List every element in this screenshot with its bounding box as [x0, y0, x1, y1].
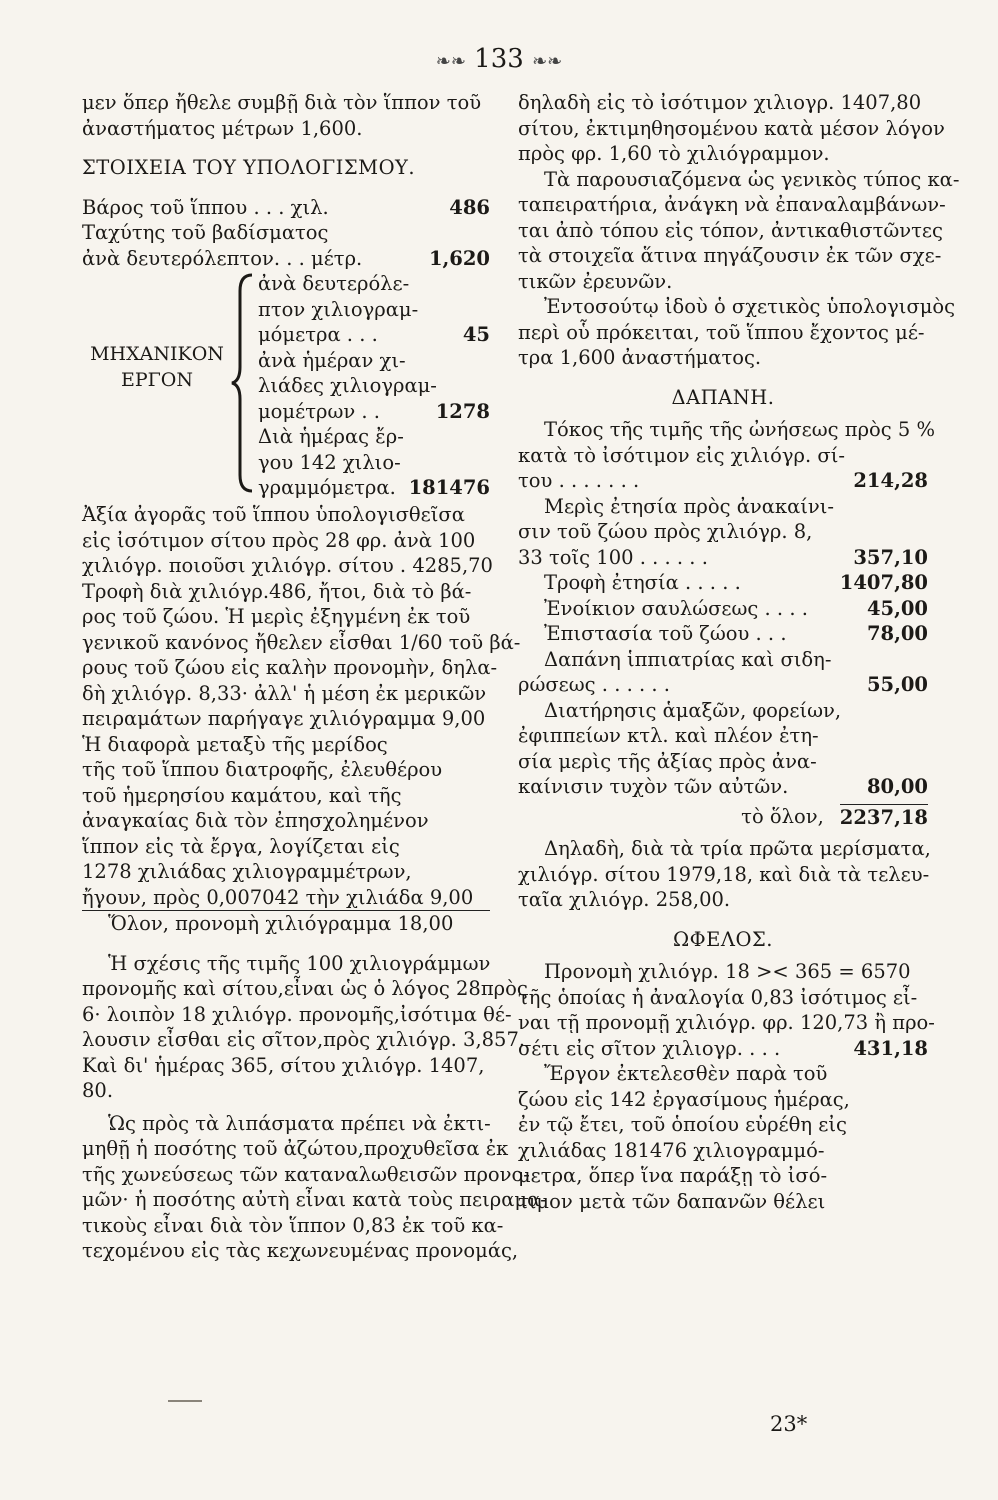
ledger-row-text: του . . . . . . . — [518, 469, 640, 492]
ledger-row-value: 214,28 — [853, 469, 928, 492]
speed-label-2: ἀνὰ δευτερόλεπτον. . . μέτρ. — [82, 246, 363, 270]
brace-row-text: μομέτρων . . — [258, 399, 380, 423]
text-line: 80. — [82, 1079, 114, 1102]
text-line: ἵππον εἰς τὰ ἔργα, λογίζεται εἰς — [82, 834, 400, 858]
text-line: Ἡ διαφορὰ μεταξὺ τῆς μερίδος — [82, 732, 388, 756]
text-line: τικοὺς εἶναι διὰ τὸν ἵππον 0,83 ἐκ τοῦ κα- — [82, 1213, 504, 1237]
text-line: ρος τοῦ ζώου. Ἡ μερὶς ἐξηγμένη ἐκ τοῦ — [82, 605, 471, 628]
ledger-row-text: Τόκος τῆς τιμῆς τῆς ὠνήσεως πρὸς 5 % — [544, 418, 936, 441]
brace-row-value: 1278 — [435, 399, 490, 423]
brace-row — [258, 348, 490, 374]
brace-row — [258, 373, 490, 399]
text-line: Καὶ δι' ἡμέρας 365, σίτου χιλιόγρ. 1407, — [82, 1053, 485, 1077]
text-line: μῶν· ἡ ποσότης αὐτὴ εἶναι κατὰ τοὺς πειραμα- — [82, 1188, 547, 1211]
paragraph-manure — [82, 1111, 547, 1264]
ledger-row — [518, 1061, 928, 1087]
text-line: τὰ στοιχεῖα ἅτινα πηγάζουσιν ἐκ τῶν σχε- — [518, 244, 942, 267]
brace-label-line: ΜΗΧΑΝΙΚΟΝ — [90, 343, 224, 365]
text-line: μεν ὅπερ ἤθελε συμβῇ διὰ τὸν ἵππον τοῦ — [82, 91, 482, 114]
text-line: δὴ χιλιόγρ. 8,33· ἀλλ' ἡ μέση ἐκ μερικῶν — [82, 681, 487, 705]
text-line: ταπειρατήρια, ἀνάγκη νὰ ἐπαναλαμβάνων- — [518, 193, 946, 216]
brace-row — [258, 475, 490, 501]
ledger-row-text: ἐφιππείων κτλ. καὶ πλέον ἐτη- — [518, 724, 819, 747]
ledger-row-text: Δαπάνη ἱππιατρίας καὶ σιδη- — [544, 647, 832, 671]
brace-row — [258, 322, 490, 348]
text-line: Ὡς πρὸς τὰ λιπάσματα πρέπει νὰ ἐκτι- — [108, 1111, 491, 1135]
ledger-row-text: σία μερὶς τῆς ἀξίας πρὸς ἀνα- — [518, 749, 817, 773]
paragraph-summary — [518, 836, 931, 913]
ledger-row-text: χιλιάδας 181476 χιλιογραμμό- — [518, 1138, 825, 1162]
ledger-row-text: Διατήρησις ἁμαξῶν, φορείων, — [544, 698, 842, 722]
ledger-row — [518, 621, 928, 647]
ledger-row-text: Ἐπιστασία τοῦ ζώου . . . — [544, 622, 787, 645]
brace-row-text: πτον χιλιογραμ- — [258, 297, 419, 321]
curly-brace-icon — [230, 271, 256, 495]
paragraph-calculation — [518, 294, 956, 371]
text-line: Ἐντοσούτῳ ἰδοὺ ὁ σχετικὸς ὑπολογισμὸς — [544, 295, 956, 318]
ledger-row — [518, 672, 928, 698]
mechanical-work-block — [82, 271, 490, 499]
ledger-row-value: 1407,80 — [839, 571, 928, 594]
text-line: ται ἀπὸ τόπου εἰς τόπον, ἀντικαθιστῶντες — [518, 218, 943, 242]
page-number: 133 — [474, 44, 524, 74]
expense-total-value: 2237,18 — [839, 805, 928, 829]
brace-row — [258, 424, 490, 450]
text-line: ἀναγκαίας διὰ τὸν ἐπησχολημένον — [82, 809, 429, 832]
ledger-row-text: σιν τοῦ ζώου πρὸς χιλιόγρ. 8, — [518, 520, 813, 543]
total-ration-line: Ὅλον, προνομὴ χιλιόγραμμα 18,00 — [82, 910, 490, 937]
ledger-row-text: Τροφὴ ἐτησία . . . . . — [544, 571, 741, 594]
ledger-row — [518, 647, 928, 673]
ornament-left-icon: ❧❧ — [435, 51, 466, 72]
ledger-row-value: 45,00 — [866, 596, 928, 620]
brace-label-line: ΕΡΓΟΝ — [120, 369, 194, 391]
ledger-row-text: μετρα, ὅπερ ἵνα παράξῃ τὸ ἰσό- — [518, 1164, 828, 1187]
benefit-title: ΩΦΕΛΟΣ. — [673, 927, 773, 951]
brace-lines — [258, 271, 490, 501]
ledger-row — [518, 494, 928, 520]
text-line: ἀναστήματος μέτρων 1,600. — [82, 116, 363, 140]
text-line: ἤγουν, πρὸς 0,007042 τὴν χιλιάδα 9,00 — [82, 885, 474, 909]
weight-value: 486 — [449, 195, 490, 219]
ledger-row-text: Ἔργον ἐκτελεσθὲν παρὰ τοῦ — [544, 1062, 828, 1085]
left-column — [82, 90, 547, 1264]
text-line: ταῖα χιλιόγρ. 258,00. — [518, 888, 731, 911]
ledger-row-value: 78,00 — [866, 622, 928, 645]
section-title: ΣΤΟΙΧΕΙΑ ΤΟΥ ΥΠΟΛΟΓΙΣΜΟΥ. — [82, 156, 416, 179]
ledger-row-text: σέτι εἰς σῖτον χιλιογρ. . . . — [518, 1036, 781, 1060]
ledger-row — [518, 417, 936, 443]
brace-row — [258, 297, 490, 323]
ledger-row — [518, 1010, 935, 1036]
text-line: πρὸς φρ. 1,60 τὸ χιλιόγραμμον. — [518, 142, 830, 165]
brace-row-text: λιάδες χιλιογραμ- — [258, 374, 437, 397]
ledger-row-text: κατὰ τὸ ἰσότιμον εἰς χιλιόγρ. σί- — [518, 443, 845, 467]
ledger-row — [518, 749, 928, 775]
text-line: 6· λοιπὸν 18 χιλιόγρ. προνομῆς,ἰσότιμα θέ- — [82, 1002, 512, 1026]
text-line: τῆς χωνεύσεως τῶν καταναλωθεισῶν προνο- — [82, 1162, 530, 1186]
text-line: τικῶν ἐρευνῶν. — [518, 269, 673, 293]
ledger-row-text: ναι τῇ προνομῇ χιλιόγρ. φρ. 120,73 ἢ προ- — [518, 1011, 935, 1034]
text-line: λουσιν εἶσθαι εἰς σῖτον,πρὸς χιλιόγρ. 3,857. — [82, 1028, 526, 1051]
text-line: περὶ οὗ πρόκειται, τοῦ ἵππου ἔχοντος μέ- — [518, 320, 925, 344]
text-line: εἰς ἰσότιμον σίτου πρὸς 28 φρ. ἀνὰ 100 — [82, 528, 476, 552]
paragraph-ratio — [82, 951, 528, 1104]
ink-mark — [168, 1400, 202, 1402]
paragraph-method — [518, 167, 960, 295]
speed-row — [82, 246, 490, 272]
ledger-row — [518, 519, 928, 545]
brace-row-text: γραμμόμετρα. — [258, 476, 396, 499]
ledger-row — [518, 1087, 928, 1113]
brace-row-text: ἀνὰ δευτερόλε- — [258, 272, 410, 295]
ledger-row — [518, 1189, 928, 1215]
ledger-row-value: 357,10 — [853, 545, 928, 569]
right-column — [518, 90, 960, 1214]
ledger-row — [518, 723, 928, 749]
text-line: χιλιόγρ. σίτου 1979,18, καὶ διὰ τὰ τελευ- — [518, 862, 930, 886]
text-line: Τὰ παρουσιαζόμενα ὡς γενικὸς τύπος κα- — [544, 167, 960, 191]
page-header — [0, 44, 998, 74]
text-line: δηλαδὴ εἰς τὸ ἰσότιμον χιλιογρ. 1407,80 — [518, 91, 922, 114]
ledger-row — [518, 1036, 928, 1062]
text-line: τρα 1,600 ἀναστήματος. — [518, 346, 762, 369]
brace-row-text: μόμετρα . . . — [258, 323, 378, 346]
paragraph-purchase — [82, 502, 521, 910]
ledger-row-value: 55,00 — [866, 673, 928, 696]
ledger-row-text: καίνισιν τυχὸν τῶν αὐτῶν. — [518, 775, 789, 798]
ledger-row — [518, 698, 928, 724]
brace-row-value: 181476 — [408, 476, 490, 499]
ledger-row — [518, 570, 928, 596]
ledger-row-value: 80,00 — [866, 775, 928, 798]
text-line: Ἀξία ἀγορᾶς τοῦ ἵππου ὑπολογισθεῖσα — [82, 503, 465, 526]
ledger-row-text: Προνομὴ χιλιόγρ. 18 >< 365 = 6570 — [544, 960, 911, 983]
brace-row-text: γου 142 χιλιο- — [258, 450, 401, 474]
text-line: χιλιόγρ. ποιοῦσι χιλιόγρ. σίτου . 4285,70 — [82, 554, 493, 577]
ledger-row — [518, 1163, 928, 1189]
expense-title: ΔΑΠΑΝΗ. — [671, 385, 775, 409]
ledger-row — [518, 959, 928, 985]
brace-row-text: ἀνὰ ἡμέραν χι- — [258, 348, 406, 372]
speed-label: Ταχύτης τοῦ βαδίσματος — [82, 221, 329, 244]
brace-label — [82, 341, 232, 393]
text-line: πειραμάτων παρήγαγε χιλιόγραμμα 9,00 — [82, 707, 486, 730]
ledger-row — [518, 774, 928, 800]
ledger-row-text: Ἐνοίκιον σαυλώσεως . . . . — [544, 596, 808, 620]
brace-row-value: 45 — [462, 323, 490, 346]
text-line: γενικοῦ κανόνος ἤθελεν εἶσθαι 1/60 τοῦ βά- — [82, 630, 521, 654]
text-line: ρους τοῦ ζώου εἰς καλὴν προνομὴν, δηλα- — [82, 656, 498, 679]
benefit-list — [518, 959, 935, 1214]
text-line: σίτου, ἐκτιμηθησομένου κατὰ μέσον λόγον — [518, 116, 945, 140]
expense-total-row — [518, 804, 928, 830]
text-line: Δηλαδὴ, διὰ τὰ τρία πρῶτα μερίσματα, — [544, 837, 931, 860]
ledger-row-text: ζώου εἰς 142 ἐργασίμους ἡμέρας, — [518, 1087, 850, 1111]
paragraph-intro — [518, 90, 945, 167]
ledger-row — [518, 468, 928, 494]
signature-mark: 23* — [770, 1412, 808, 1436]
ledger-row-text: τῆς ὁποίας ἡ ἀναλογία 0,83 ἰσότιμος εἶ- — [518, 985, 918, 1009]
ledger-row — [518, 985, 928, 1011]
text-line: μηθῇ ἡ ποσότης τοῦ ἀζώτου,προχυθεῖσα ἐκ — [82, 1137, 509, 1160]
ledger-row — [518, 1112, 928, 1138]
weight-row — [82, 195, 490, 221]
ledger-row-text: Μερὶς ἐτησία πρὸς ἀνακαίνι- — [544, 494, 834, 518]
ledger-row-text: 33 τοῖς 100 . . . . . . — [518, 545, 708, 569]
ledger-row-text: τιμον μετὰ τῶν δαπανῶν θέλει — [518, 1189, 826, 1213]
speed-value: 1,620 — [428, 246, 490, 270]
text-line: τῆς τοῦ ἵππου διατροφῆς, ἐλευθέρου — [82, 758, 443, 781]
weight-label: Βάρος τοῦ ἵππου . . . χιλ. — [82, 195, 329, 219]
text-line: Ἡ σχέσις τῆς τιμῆς 100 χιλιογράμμων — [108, 951, 491, 975]
text-line: τοῦ ἡμερησίου καμάτου, καὶ τῆς — [82, 783, 402, 807]
expense-list — [518, 417, 936, 800]
ledger-row — [518, 596, 928, 622]
ornament-right-icon: ❧❧ — [532, 51, 563, 72]
ledger-row — [518, 545, 928, 571]
text-line: προνομῆς καὶ σίτου,εἶναι ὡς ὁ λόγος 28πρὸς — [82, 977, 528, 1000]
brace-row — [258, 450, 490, 476]
brace-row — [258, 271, 490, 297]
text-line: Τροφὴ διὰ χιλιόγρ.486, ἤτοι, διὰ τὸ βά- — [82, 579, 472, 603]
ledger-row-text: ρώσεως . . . . . . — [518, 673, 670, 696]
ledger-row-text: ἐν τῷ ἔτει, τοῦ ὁποίου εὑρέθη εἰς — [518, 1113, 847, 1136]
ledger-row-value: 431,18 — [853, 1036, 928, 1060]
ledger-row — [518, 443, 928, 469]
brace-row — [258, 399, 490, 425]
text-line: 1278 χιλιάδας χιλιογραμμέτρων, — [82, 860, 412, 883]
ledger-row — [518, 1138, 928, 1164]
text-line: τεχομένου εἰς τὰς κεχωνευμένας προνομάς, — [82, 1239, 519, 1262]
brace-row-text: Διὰ ἡμέρας ἔρ- — [258, 425, 404, 448]
expense-total-label: τὸ ὅλον, — [741, 804, 824, 828]
